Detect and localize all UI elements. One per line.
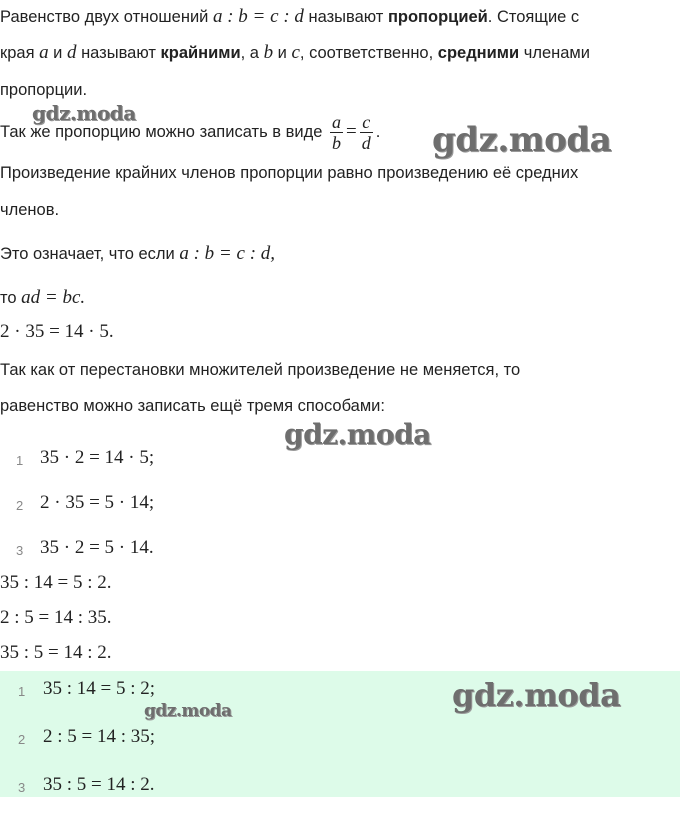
text-fragment: и bbox=[48, 44, 67, 62]
text-fragment: . Стоящие с bbox=[487, 8, 580, 26]
list-item: 35 · 2 = 14 · 5; bbox=[40, 447, 155, 468]
math-proportion: a : b = c : d, bbox=[179, 243, 276, 264]
term-means: средними bbox=[437, 44, 520, 62]
paragraph-definition-line1 bbox=[0, 6, 579, 28]
text-fragment: , соответственно, bbox=[299, 44, 438, 62]
text-fragment: то bbox=[0, 289, 22, 307]
watermark: gdz.moda bbox=[284, 418, 431, 451]
fraction-numerator: c bbox=[360, 112, 373, 133]
text-fragment: . bbox=[375, 123, 381, 141]
paragraph-permutation-line1: Так как от перестановки множителей произведение не меняется, то bbox=[0, 361, 521, 379]
equation-proportion-1: 35 : 14 = 5 : 2. bbox=[0, 572, 112, 593]
list-item-number: 1 bbox=[16, 453, 24, 468]
watermark: gdz.moda bbox=[144, 701, 232, 721]
list-item: 35 · 2 = 5 · 14. bbox=[40, 537, 154, 558]
math-a: a bbox=[39, 42, 49, 63]
fraction-c-over-d bbox=[360, 112, 373, 153]
watermark: gdz.moda bbox=[432, 120, 612, 160]
fraction-a-over-b bbox=[330, 112, 343, 153]
math-c: c bbox=[291, 42, 300, 63]
paragraph-then-statement bbox=[0, 287, 85, 309]
list-item: 2 · 35 = 5 · 14; bbox=[40, 492, 155, 513]
fraction-numerator: a bbox=[332, 112, 341, 133]
text-fragment: называют bbox=[303, 8, 388, 26]
math-d: d bbox=[66, 42, 77, 63]
equals-sign: = bbox=[346, 121, 357, 142]
text-fragment: Это означает, что если bbox=[0, 245, 180, 263]
term-proportion: пропорцией bbox=[387, 8, 488, 26]
watermark: gdz.moda bbox=[452, 676, 621, 714]
paragraph-permutation-line2: равенство можно записать ещё тремя способами: bbox=[0, 397, 385, 415]
fraction-denominator: b bbox=[332, 133, 341, 154]
list-item: 2 : 5 = 14 : 35; bbox=[43, 726, 156, 747]
text-fragment: края bbox=[0, 44, 40, 62]
list-item-number: 3 bbox=[18, 780, 26, 795]
list-item-number: 2 bbox=[16, 498, 24, 513]
list-item: 35 : 5 = 14 : 2. bbox=[43, 774, 155, 795]
paragraph-definition-line3: пропорции. bbox=[0, 81, 88, 99]
paragraph-product-rule-line1: Произведение крайних членов пропорции равно произведению её средних bbox=[0, 164, 579, 182]
equation-proportion-2: 2 : 5 = 14 : 35. bbox=[0, 607, 112, 628]
text-fragment: , а bbox=[240, 44, 264, 62]
paragraph-definition-line2 bbox=[0, 42, 590, 64]
math-proportion: a : b = c : d bbox=[212, 6, 304, 27]
list-item-number: 1 bbox=[18, 684, 26, 699]
math-product-equality: ad = bc. bbox=[21, 287, 86, 308]
text-fragment: Равенство двух отношений bbox=[0, 8, 213, 26]
list-item: 35 : 14 = 5 : 2; bbox=[43, 678, 156, 699]
text-fragment: членами bbox=[519, 44, 590, 62]
math-b: b bbox=[263, 42, 274, 63]
paragraph-if-statement bbox=[0, 243, 275, 265]
paragraph-product-rule-line2: членов. bbox=[0, 201, 60, 219]
equation-product-check: 2 · 35 = 14 · 5. bbox=[0, 321, 114, 342]
list-item-number: 2 bbox=[18, 732, 26, 747]
list-item-number: 3 bbox=[16, 543, 24, 558]
fraction-denominator: d bbox=[361, 133, 371, 154]
text-fragment: Так же пропорцию можно записать в виде bbox=[0, 123, 323, 141]
equation-proportion-3: 35 : 5 = 14 : 2. bbox=[0, 642, 112, 663]
watermark: gdz.moda bbox=[32, 101, 136, 125]
text-fragment: называют bbox=[76, 44, 161, 62]
term-extremes: крайними bbox=[160, 44, 241, 62]
text-fragment: и bbox=[273, 44, 292, 62]
